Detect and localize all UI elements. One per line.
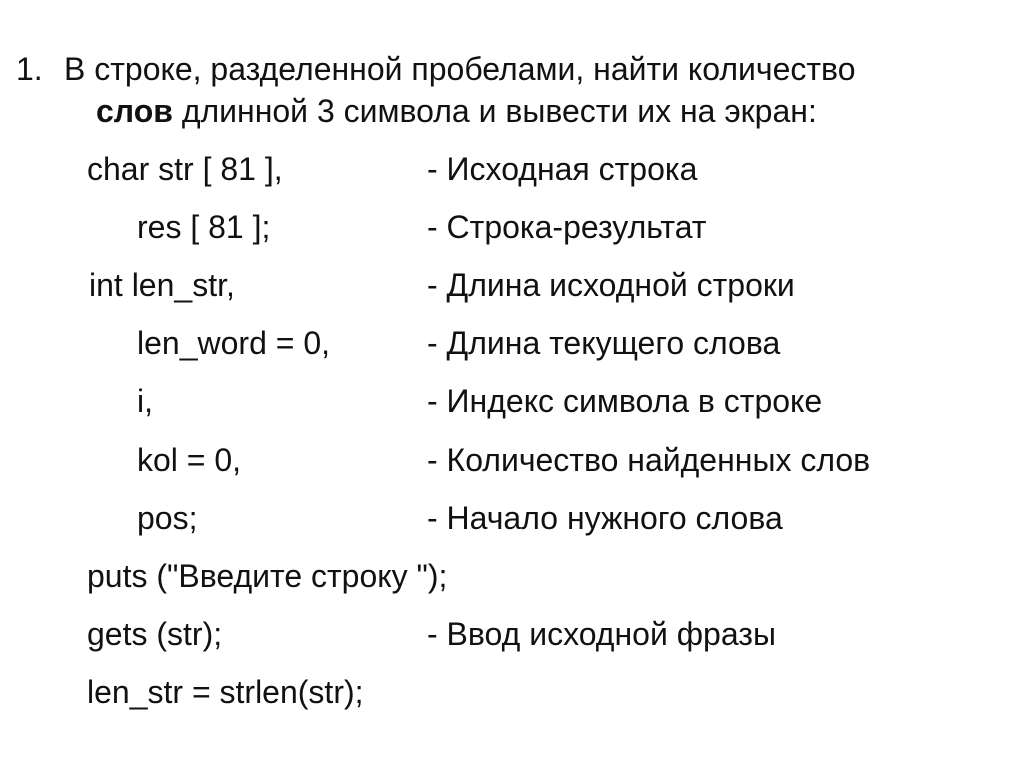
code-comment: - Строка-результат xyxy=(427,209,707,245)
code-comment: - Начало нужного слова xyxy=(427,500,783,536)
code-row xyxy=(0,378,1000,424)
code-row xyxy=(0,437,1000,483)
code-text: int len_str, xyxy=(89,267,235,303)
task-number: 1. xyxy=(16,51,43,87)
code-row xyxy=(0,611,1000,657)
code-comment: - Ввод исходной фразы xyxy=(427,616,776,652)
code-text: res [ 81 ]; xyxy=(137,209,271,245)
code-comment: - Длина текущего слова xyxy=(427,325,781,361)
code-text: len_word = 0, xyxy=(137,325,331,361)
task-text-line-1: В строке, разделенной пробелами, найти количество xyxy=(64,51,856,87)
code-text: gets (str); xyxy=(87,616,223,652)
code-row xyxy=(0,262,1000,308)
code-text: puts ("Введите строку "); xyxy=(87,558,448,594)
code-row xyxy=(0,553,1000,599)
code-comment: - Индекс символа в строке xyxy=(427,383,823,419)
code-comment: - Количество найденных слов xyxy=(427,442,871,478)
code-text: i, xyxy=(137,383,153,419)
code-row xyxy=(0,204,1000,250)
code-text: pos; xyxy=(137,500,198,536)
code-text: char str [ 81 ], xyxy=(87,151,283,187)
code-comment: - Исходная строка xyxy=(427,151,698,187)
code-text: len_str = strlen(str); xyxy=(87,674,364,710)
code-comment: - Длина исходной строки xyxy=(427,267,795,303)
code-row xyxy=(0,320,1000,366)
task-text-line-2-rest: длинной 3 символа и вывести их на экран: xyxy=(172,93,817,129)
code-row xyxy=(0,146,1000,192)
code-row xyxy=(0,495,1000,541)
code-row xyxy=(0,669,1000,715)
task-keyword-bold: слов xyxy=(96,93,173,129)
task-text-line-2 xyxy=(96,88,817,134)
code-text: kol = 0, xyxy=(137,442,242,478)
